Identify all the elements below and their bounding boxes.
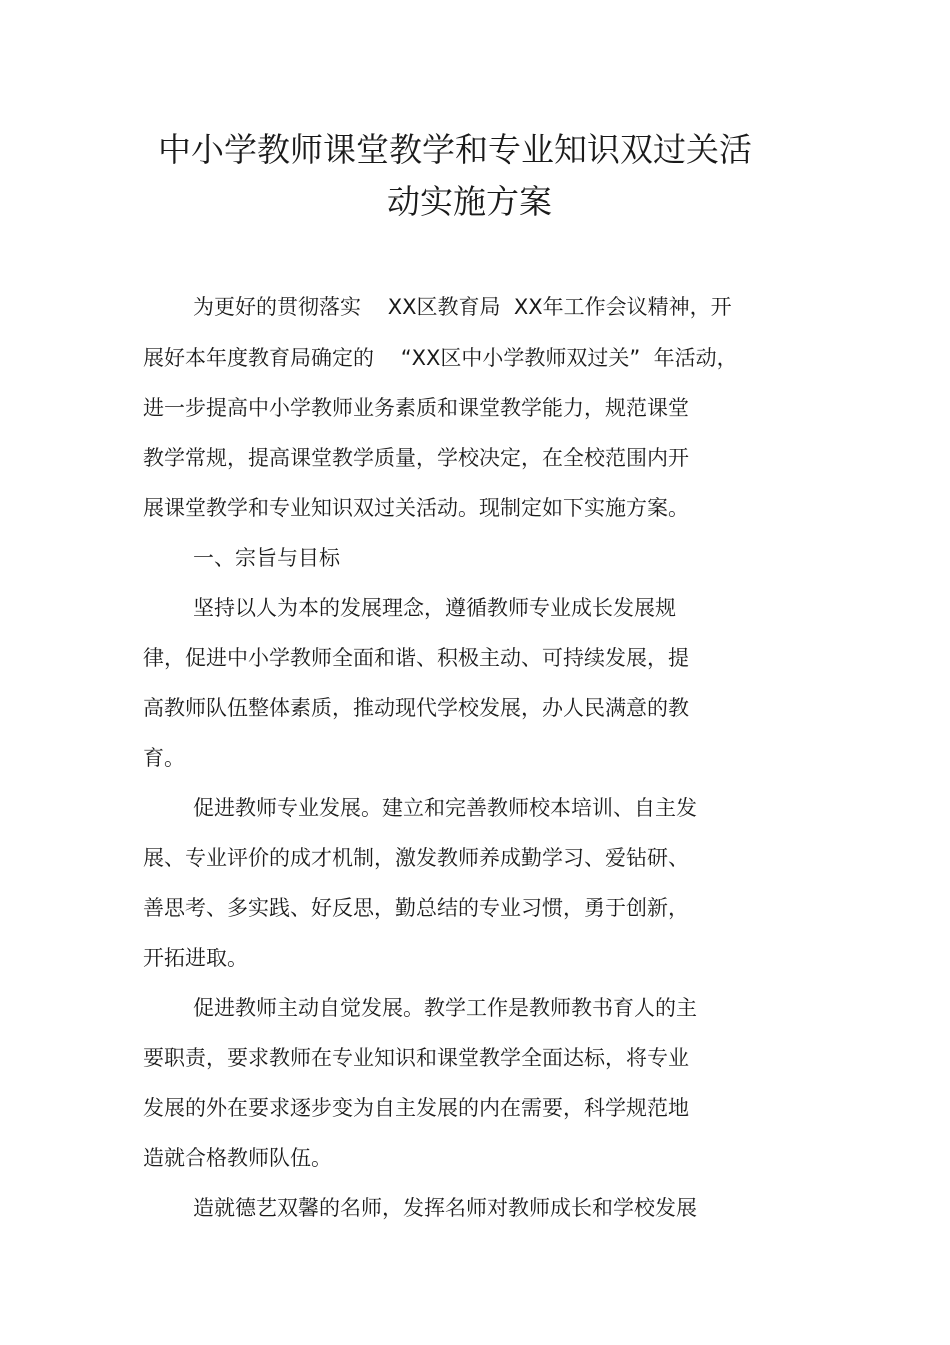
paragraph-line: 进一步提高中小学教师业务素质和课堂教学能力，规范课堂 (143, 396, 689, 420)
paragraph-line: 展、专业评价的成才机制，激发教师养成勤学习、爱钻研、 (143, 846, 689, 870)
section-heading: 一、宗旨与目标 (193, 546, 340, 570)
paragraph-line: 律，促进中小学教师全面和谐、积极主动、可持续发展，提 (143, 646, 689, 670)
paragraph-line: 育。 (143, 746, 185, 770)
paragraph-line: 要职责，要求教师在专业知识和课堂教学全面达标，将专业 (143, 1046, 689, 1070)
paragraph-line: 开拓进取。 (143, 946, 248, 970)
paragraph-line: 善思考、多实践、好反思，勤总结的专业习惯，勇于创新， (143, 896, 689, 920)
paragraph-line: 展课堂教学和专业知识双过关活动。现制定如下实施方案。 (143, 496, 689, 520)
paragraph-line: 展好本年度教育局确定的 “XX区中小学教师双过关” 年活动， (143, 346, 738, 370)
paragraph-line: 发展的外在要求逐步变为自主发展的内在需要，科学规范地 (143, 1096, 689, 1120)
document-title-line-2: 动实施方案 (387, 182, 552, 221)
paragraph-line: 高教师队伍整体素质，推动现代学校发展，办人民满意的教 (143, 696, 689, 720)
document-title-line-1: 中小学教师课堂教学和专业知识双过关活 (158, 130, 752, 169)
paragraph-line: 促进教师专业发展。建立和完善教师校本培训、自主发 (193, 796, 697, 820)
paragraph-line: 促进教师主动自觉发展。教学工作是教师教书育人的主 (193, 996, 697, 1020)
paragraph-line: 教学常规，提高课堂教学质量，学校决定，在全校范围内开 (143, 446, 689, 470)
paragraph-line: 造就合格教师队伍。 (143, 1146, 332, 1170)
paragraph-line: 坚持以人为本的发展理念，遵循教师专业成长发展规 (193, 596, 676, 620)
paragraph-line: 造就德艺双馨的名师，发挥名师对教师成长和学校发展 (193, 1196, 697, 1220)
paragraph-line: 为更好的贯彻落实 XX区教育局 XX年工作会议精神，开 (193, 295, 732, 319)
